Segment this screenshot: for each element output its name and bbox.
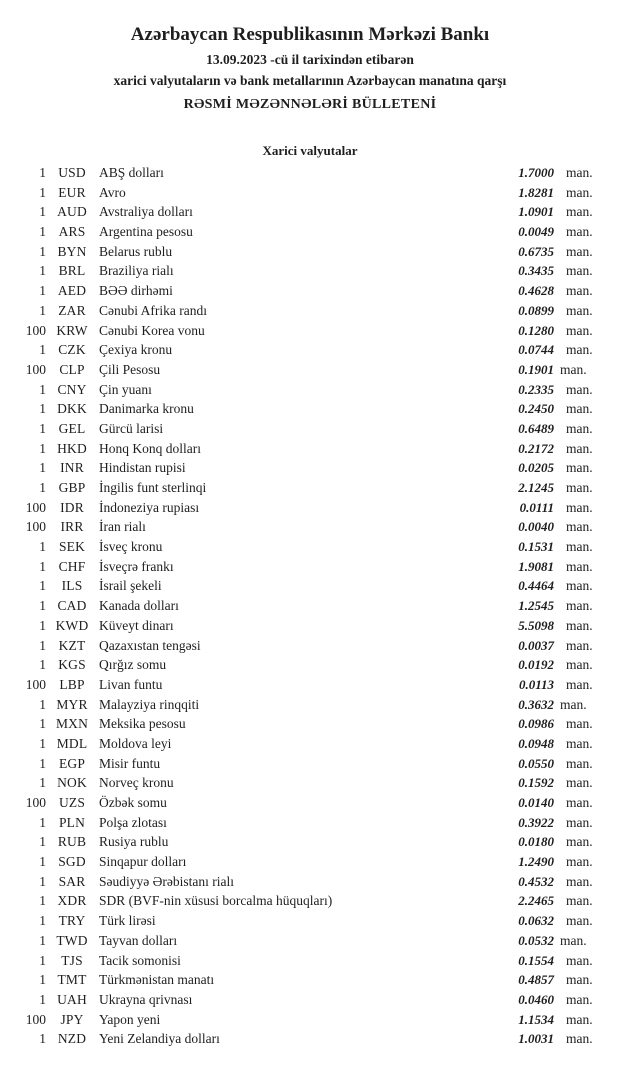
bulletin-title: RƏSMİ MƏZƏNNƏLƏRİ BÜLLETENİ — [183, 97, 437, 112]
bank-name: Azərbaycan Respublikasının Mərkəzi Bankı — [130, 24, 490, 45]
currency-quantity: 1 — [39, 558, 46, 574]
currency-name: Sinqapur dolları — [99, 854, 187, 870]
currency-row — [0, 695, 604, 715]
currency-quantity: 1 — [39, 460, 46, 476]
currency-quantity: 1 — [39, 204, 46, 220]
currency-name: Cənubi Korea vonu — [99, 322, 205, 338]
currency-rate: 0.0986 — [518, 716, 554, 732]
currency-unit-label: man. — [566, 893, 593, 909]
currency-rate: 0.3922 — [518, 814, 554, 830]
currency-code: XDR — [57, 893, 87, 909]
currency-name: Moldova leyi — [99, 735, 172, 751]
currency-name: Belarus rublu — [99, 243, 173, 259]
currency-name: Avro — [99, 184, 126, 200]
currency-row — [0, 537, 604, 557]
currency-unit-label: man. — [566, 539, 593, 555]
currency-row — [0, 576, 604, 596]
currency-unit-label: man. — [566, 755, 593, 771]
currency-row — [0, 1010, 604, 1030]
currency-code: KZT — [58, 637, 86, 653]
currency-rate: 0.6735 — [518, 243, 554, 259]
currency-quantity: 1 — [39, 834, 46, 850]
currency-rate: 0.0037 — [518, 637, 554, 653]
currency-name: İndoneziya rupiası — [99, 499, 200, 515]
currency-name: Türk lirəsi — [99, 913, 156, 929]
currency-name: Avstraliya dolları — [99, 204, 193, 220]
currency-code: UAH — [57, 991, 87, 1007]
currency-unit-label: man. — [566, 578, 593, 594]
currency-unit-label: man. — [566, 558, 593, 574]
currency-quantity: 1 — [39, 735, 46, 751]
currency-rate: 0.0192 — [518, 657, 554, 673]
section-title-foreign-currencies: Xarici valyutalar — [262, 143, 358, 158]
currency-quantity: 1 — [39, 302, 46, 318]
currency-quantity: 1 — [39, 381, 46, 397]
currency-name: Yeni Zelandiya dolları — [99, 1031, 220, 1047]
currency-unit-label: man. — [566, 775, 593, 791]
currency-unit-label: man. — [566, 795, 593, 810]
currency-unit-label: man. — [566, 440, 593, 456]
currency-rate: 0.0550 — [518, 755, 554, 771]
currency-row — [0, 1029, 604, 1049]
currency-code: TWD — [56, 932, 88, 948]
currency-code: IDR — [60, 499, 84, 515]
currency-quantity: 1 — [39, 952, 46, 968]
currency-quantity: 100 — [25, 519, 46, 535]
currency-name: Gürcü larisi — [99, 420, 164, 436]
currency-rate: 2.2465 — [518, 893, 554, 909]
currency-unit-label: man. — [566, 913, 593, 929]
currency-code: UZS — [58, 795, 86, 810]
currency-row — [0, 380, 604, 400]
currency-quantity: 1 — [39, 972, 46, 988]
currency-name: Ukrayna qrivnası — [99, 991, 193, 1007]
currency-rate: 1.0031 — [518, 1031, 554, 1047]
currency-code: ILS — [61, 578, 83, 594]
currency-unit-label: man. — [566, 381, 593, 397]
currency-code: MDL — [56, 735, 88, 751]
currency-code: EUR — [58, 184, 86, 200]
currency-unit-label: man. — [566, 637, 593, 653]
currency-row — [0, 419, 604, 439]
currency-name: BƏƏ dirhəmi — [99, 283, 173, 299]
currency-name: Tacik somonisi — [99, 952, 181, 968]
currency-unit-label: man. — [560, 696, 587, 712]
currency-row — [0, 399, 604, 419]
currency-rate: 0.0113 — [518, 676, 554, 692]
currency-rate: 0.4532 — [518, 873, 554, 889]
currency-quantity: 1 — [39, 657, 46, 673]
currency-rate: 0.0744 — [518, 342, 554, 358]
currency-row — [0, 321, 604, 341]
currency-quantity: 100 — [25, 499, 46, 515]
currency-rate: 0.2335 — [518, 381, 554, 397]
currency-quantity: 1 — [39, 696, 46, 712]
currency-rate: 0.0899 — [518, 302, 554, 318]
currency-code: KGS — [58, 657, 86, 673]
currency-row — [0, 773, 604, 793]
currency-name: Polşa zlotası — [99, 814, 167, 830]
currency-quantity: 1 — [39, 893, 46, 909]
currency-rate: 0.4464 — [518, 578, 554, 594]
currency-unit-label: man. — [566, 499, 593, 515]
currency-code: MXN — [55, 716, 89, 732]
currency-code: CLP — [59, 361, 85, 377]
currency-unit-label: man. — [566, 617, 593, 633]
currency-quantity: 1 — [39, 539, 46, 555]
currency-quantity: 1 — [39, 184, 46, 200]
currency-quantity: 1 — [39, 165, 46, 180]
currency-row — [0, 222, 604, 242]
currency-quantity: 1 — [39, 755, 46, 771]
currency-code: JPY — [60, 1011, 84, 1027]
currency-row — [0, 478, 604, 498]
currency-rate: 0.0460 — [518, 991, 554, 1007]
currency-rate: 1.7000 — [518, 165, 554, 180]
currency-code: CHF — [58, 558, 86, 574]
currency-quantity: 1 — [39, 854, 46, 870]
currency-code: SEK — [58, 539, 86, 555]
currency-row — [0, 557, 604, 577]
currency-unit-label: man. — [566, 834, 593, 850]
currency-quantity: 100 — [25, 1011, 46, 1027]
currency-row — [0, 655, 604, 675]
currency-unit-label: man. — [566, 224, 593, 240]
currency-name: İngilis funt sterlinqi — [99, 480, 207, 495]
currency-quantity: 1 — [39, 598, 46, 614]
currency-row — [0, 439, 604, 459]
currency-row — [0, 891, 604, 911]
currency-unit-label: man. — [566, 302, 593, 318]
currency-row — [0, 714, 604, 734]
currency-code: AUD — [57, 204, 87, 220]
currency-name: Honq Konq dolları — [99, 440, 201, 456]
currency-rate: 1.8281 — [518, 184, 554, 200]
currency-name: İsveç kronu — [99, 539, 163, 555]
currency-name: Meksika pesosu — [99, 716, 186, 732]
currency-name: Çexiya kronu — [99, 342, 173, 358]
currency-code: NZD — [57, 1031, 87, 1047]
currency-unit-label: man. — [560, 361, 587, 377]
currency-name: Norveç kronu — [99, 775, 174, 791]
currency-code: TJS — [61, 952, 83, 968]
currency-code: CNY — [57, 381, 87, 397]
currency-name: Malayziya rinqqiti — [99, 696, 200, 712]
currency-code: SGD — [58, 854, 86, 870]
currency-row — [0, 990, 604, 1010]
currency-row — [0, 734, 604, 754]
currency-unit-label: man. — [566, 420, 593, 436]
currency-rate: 1.1534 — [518, 1011, 554, 1027]
currency-code: RUB — [57, 834, 87, 850]
currency-rate: 0.0532 — [518, 932, 554, 948]
currency-quantity: 1 — [39, 401, 46, 417]
currency-rate: 0.1554 — [518, 952, 554, 968]
currency-rate: 0.0948 — [518, 735, 554, 751]
currency-code: BRL — [58, 263, 86, 279]
currency-quantity: 1 — [39, 224, 46, 240]
currency-row — [0, 301, 604, 321]
currency-row — [0, 202, 604, 222]
currency-rate: 2.1245 — [518, 480, 554, 495]
currency-quantity: 1 — [39, 283, 46, 299]
bulletin-header — [0, 23, 620, 114]
currency-name: Cənubi Afrika randı — [99, 302, 207, 318]
currency-rate: 0.0205 — [518, 460, 554, 476]
currency-row — [0, 183, 604, 203]
currency-name: İsrail şekeli — [99, 578, 162, 594]
currency-name: Argentina pesosu — [99, 224, 193, 240]
currency-code: ZAR — [58, 302, 86, 318]
currency-unit-label: man. — [566, 873, 593, 889]
currency-code: TMT — [57, 972, 87, 988]
currency-name: Yapon yeni — [99, 1011, 161, 1027]
currency-row — [0, 793, 604, 813]
currency-quantity: 1 — [39, 420, 46, 436]
currency-rate: 0.3632 — [518, 696, 554, 712]
currency-name: SDR (BVF-nin xüsusi borcalma hüquqları) — [99, 893, 333, 909]
currency-unit-label: man. — [566, 263, 593, 279]
currency-name: Səudiyyə Ərəbistanı rialı — [99, 873, 234, 889]
currency-rate: 0.1592 — [518, 775, 554, 791]
currency-quantity: 1 — [39, 814, 46, 830]
currency-unit-label: man. — [566, 735, 593, 751]
currency-name: Qazaxıstan tengəsi — [99, 637, 201, 653]
currency-unit-label: man. — [566, 165, 593, 180]
currency-row — [0, 970, 604, 990]
currency-rate: 0.2450 — [518, 401, 554, 417]
currency-name: Çili Pesosu — [99, 361, 161, 377]
currency-rate: 1.9081 — [518, 558, 554, 574]
currency-name: ABŞ dolları — [99, 165, 164, 180]
currency-unit-label: man. — [566, 991, 593, 1007]
currency-unit-label: man. — [566, 1011, 593, 1027]
currency-code: CZK — [58, 342, 86, 358]
currency-unit-label: man. — [566, 184, 593, 200]
currency-quantity: 1 — [39, 617, 46, 633]
currency-unit-label: man. — [566, 243, 593, 259]
currency-code: HKD — [57, 440, 87, 456]
currency-quantity: 100 — [25, 795, 46, 810]
currency-rate: 0.0049 — [518, 224, 554, 240]
currency-rate: 0.3435 — [518, 263, 554, 279]
currency-name: Braziliya rialı — [99, 263, 174, 279]
currency-rate: 0.1901 — [518, 361, 554, 377]
currency-unit-label: man. — [560, 932, 587, 948]
currency-quantity: 1 — [39, 578, 46, 594]
currency-unit-label: man. — [566, 401, 593, 417]
currency-quantity: 1 — [39, 775, 46, 791]
currency-rate: 0.0111 — [519, 499, 554, 515]
currency-quantity: 1 — [39, 716, 46, 732]
currency-name: Danimarka kronu — [99, 401, 194, 417]
currency-code: EGP — [58, 755, 86, 771]
currency-quantity: 1 — [39, 913, 46, 929]
currency-unit-label: man. — [566, 972, 593, 988]
currency-code: IRR — [60, 519, 84, 535]
currency-unit-label: man. — [566, 676, 593, 692]
currency-code: MYR — [56, 696, 88, 712]
currency-rate: 0.0140 — [518, 795, 554, 810]
currency-code: CAD — [57, 598, 87, 614]
currency-quantity: 1 — [39, 342, 46, 358]
currency-row — [0, 911, 604, 931]
currency-unit-label: man. — [566, 283, 593, 299]
currency-quantity: 1 — [39, 932, 46, 948]
currency-name: Kanada dolları — [99, 598, 179, 614]
currency-quantity: 1 — [39, 440, 46, 456]
currency-rate: 0.0040 — [518, 519, 554, 535]
currency-rate: 1.2545 — [518, 598, 554, 614]
currency-code: TRY — [58, 913, 86, 929]
currency-code: BYN — [57, 243, 87, 259]
currency-rate: 0.0632 — [518, 913, 554, 929]
currency-name: Küveyt dinarı — [99, 617, 174, 633]
currency-code: USD — [58, 165, 86, 180]
currency-code: GBP — [58, 480, 86, 495]
exchange-rates-table — [0, 163, 620, 1049]
currency-row — [0, 852, 604, 872]
currency-row — [0, 281, 604, 301]
currency-rate: 0.1531 — [518, 539, 554, 555]
currency-name: Tayvan dolları — [99, 932, 178, 948]
currency-unit-label: man. — [566, 952, 593, 968]
currency-name: Livan funtu — [99, 676, 163, 692]
currency-unit-label: man. — [566, 342, 593, 358]
currency-code: SAR — [58, 873, 86, 889]
currency-rate: 0.4628 — [518, 283, 554, 299]
currency-row — [0, 754, 604, 774]
currency-quantity: 100 — [25, 676, 46, 692]
currency-code: ARS — [58, 224, 86, 240]
currency-rate: 5.5098 — [518, 617, 554, 633]
currency-name: Türkmənistan manatı — [99, 972, 215, 988]
currency-unit-label: man. — [566, 716, 593, 732]
currency-row — [0, 675, 604, 695]
currency-quantity: 100 — [25, 361, 46, 377]
currency-name: Hindistan rupisi — [99, 460, 186, 476]
currency-code: LBP — [59, 676, 85, 692]
currency-row — [0, 458, 604, 478]
currency-row — [0, 813, 604, 833]
currency-quantity: 1 — [39, 873, 46, 889]
currency-unit-label: man. — [566, 480, 593, 495]
currency-quantity: 1 — [39, 243, 46, 259]
currency-row — [0, 163, 604, 183]
currency-name: Rusiya rublu — [99, 834, 169, 850]
effective-date-line: 13.09.2023 -cü il tarixindən etibarən — [206, 52, 414, 67]
currency-name: Misir funtu — [99, 755, 161, 771]
currency-code: GEL — [58, 420, 86, 436]
currency-unit-label: man. — [566, 519, 593, 535]
currency-row — [0, 360, 604, 380]
currency-code: NOK — [57, 775, 87, 791]
currency-code: AED — [57, 283, 87, 299]
currency-quantity: 100 — [25, 322, 46, 338]
currency-row — [0, 261, 604, 281]
bulletin-subtitle: xarici valyutaların və bank metallarının Azərbaycan manatına qarşı — [113, 73, 507, 88]
currency-quantity: 1 — [39, 991, 46, 1007]
currency-rate: 0.0180 — [518, 834, 554, 850]
currency-name: İsveçrə frankı — [99, 558, 174, 574]
currency-row — [0, 951, 604, 971]
currency-rate: 1.2490 — [518, 854, 554, 870]
currency-name: Özbək somu — [99, 795, 167, 810]
currency-code: KWD — [55, 617, 89, 633]
currency-row — [0, 616, 604, 636]
currency-row — [0, 242, 604, 262]
currency-rate: 0.4857 — [518, 972, 554, 988]
currency-quantity: 1 — [39, 480, 46, 495]
currency-rate: 0.6489 — [518, 420, 554, 436]
currency-row — [0, 636, 604, 656]
currency-quantity: 1 — [39, 263, 46, 279]
currency-unit-label: man. — [566, 854, 593, 870]
currency-name: Çin yuanı — [99, 381, 152, 397]
currency-quantity: 1 — [39, 637, 46, 653]
currency-quantity: 1 — [39, 1031, 46, 1047]
currency-row — [0, 931, 604, 951]
currency-code: DKK — [57, 401, 87, 417]
currency-rate: 0.1280 — [518, 322, 554, 338]
currency-unit-label: man. — [566, 460, 593, 476]
currency-unit-label: man. — [566, 1031, 593, 1047]
currency-code: KRW — [56, 322, 88, 338]
currency-rate: 0.2172 — [518, 440, 554, 456]
currency-unit-label: man. — [566, 598, 593, 614]
currency-unit-label: man. — [566, 814, 593, 830]
currency-row — [0, 872, 604, 892]
currency-code: INR — [60, 460, 84, 476]
currency-row — [0, 596, 604, 616]
currency-rate: 1.0901 — [518, 204, 554, 220]
currency-row — [0, 340, 604, 360]
currency-name: İran rialı — [99, 519, 146, 535]
currency-name: Qırğız somu — [99, 657, 167, 673]
currency-unit-label: man. — [566, 657, 593, 673]
currency-unit-label: man. — [566, 204, 593, 220]
currency-row — [0, 498, 604, 518]
currency-row — [0, 832, 604, 852]
currency-unit-label: man. — [566, 322, 593, 338]
currency-row — [0, 517, 604, 537]
currency-code: PLN — [58, 814, 86, 830]
